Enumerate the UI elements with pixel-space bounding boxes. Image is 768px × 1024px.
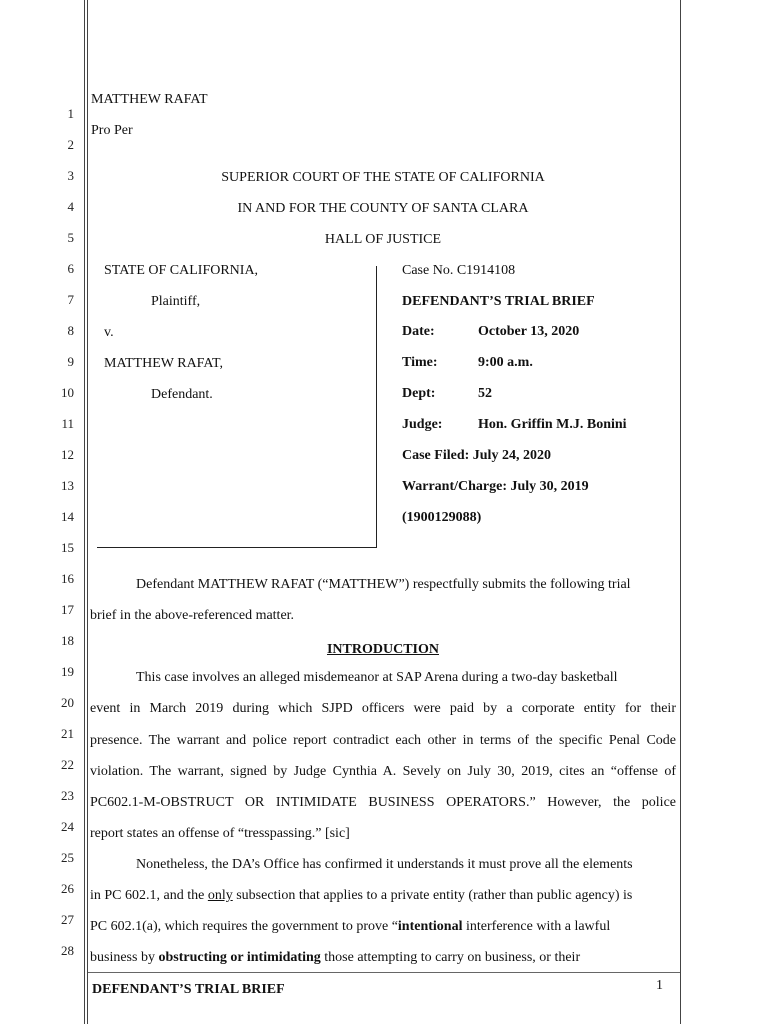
date-label: Date:	[402, 324, 435, 339]
footer-title: DEFENDANT’S TRIAL BRIEF	[92, 982, 285, 997]
attorney-name: MATTHEW RAFAT	[91, 92, 208, 107]
hearing-date	[402, 324, 579, 340]
dept-label: Dept:	[402, 386, 436, 401]
warrant-number: (1900129088)	[402, 510, 482, 525]
versus: v.	[104, 325, 114, 340]
heading-text: INTRODUCTION	[326, 642, 439, 657]
court-name: SUPERIOR COURT OF THE STATE OF CALIFORNIA	[221, 170, 545, 185]
defendant-role: Defendant.	[151, 387, 213, 402]
paragraph-line: presence. The warrant and police report contradict each other in terms of the specific Penal Code	[90, 733, 676, 748]
dept-value: 52	[478, 386, 492, 401]
paragraph-line: report states an offense of “tresspassing.” [sic]	[90, 826, 350, 841]
line-number: 3	[67, 168, 74, 183]
intro-paragraph-line: brief in the above-referenced matter.	[90, 608, 295, 623]
line-number: 4	[67, 199, 74, 214]
left-margin-rule-inner	[87, 0, 88, 1024]
line-number: 12	[61, 447, 74, 462]
caption-bottom-rule	[97, 547, 377, 548]
line-number: 2	[67, 137, 74, 152]
emphasis-intentional: intentional	[397, 919, 463, 934]
line-number: 20	[61, 695, 74, 710]
paragraph-line	[90, 888, 676, 904]
line-number: 23	[61, 788, 74, 803]
line-number: 14	[61, 509, 74, 524]
plaintiff-role: Plaintiff,	[151, 294, 201, 309]
text-run: interference with a lawful	[462, 919, 611, 934]
emphasis-obstructing: obstructing or intimidating	[158, 950, 321, 965]
line-number: 6	[67, 261, 74, 276]
line-number: 28	[61, 943, 74, 958]
page-number: 1	[656, 978, 663, 993]
line-number: 21	[61, 726, 74, 741]
paragraph-line: This case involves an alleged misdemeanor at SAP Arena during a two-day basketball	[136, 670, 618, 685]
text-run: business by	[90, 950, 159, 965]
judge	[402, 417, 627, 433]
line-number: 25	[61, 850, 74, 865]
case-filed: Case Filed: July 24, 2020	[402, 448, 551, 463]
intro-paragraph-line: Defendant MATTHEW RAFAT (“MATTHEW”) respectfully submits the following trial	[136, 577, 631, 592]
warrant-charge: Warrant/Charge: July 30, 2019	[402, 479, 589, 494]
paragraph-line: Nonetheless, the DA’s Office has confirmed it understands it must prove all the elements	[136, 857, 633, 872]
text-run: PC 602.1(a), which requires the government to prove “	[90, 919, 398, 934]
text-run: subsection that applies to a private entity (rather than public agency) is	[232, 888, 633, 903]
paragraph-line: event in March 2019 during which SJPD officers were paid by a corporate entity for their	[90, 701, 676, 716]
time-label: Time:	[402, 355, 438, 370]
line-number: 26	[61, 881, 74, 896]
line-number: 16	[61, 571, 74, 586]
department	[402, 386, 492, 402]
line-number: 15	[61, 540, 74, 555]
text-run: those attempting to carry on business, or their	[320, 950, 581, 965]
paragraph-line: PC602.1-M-OBSTRUCT OR INTIMIDATE BUSINESS OPERATORS.” However, the police	[90, 795, 676, 810]
time-value: 9:00 a.m.	[478, 355, 533, 370]
right-margin-rule	[680, 0, 681, 1024]
text-run: in PC 602.1, and the	[90, 888, 208, 903]
line-number: 8	[67, 323, 74, 338]
line-number: 13	[61, 478, 74, 493]
line-number: 24	[61, 819, 74, 834]
plaintiff-name: STATE OF CALIFORNIA,	[104, 263, 259, 278]
line-number: 19	[61, 664, 74, 679]
judge-label: Judge:	[402, 417, 443, 432]
line-number: 11	[61, 416, 74, 431]
paragraph-line: violation. The warrant, signed by Judge Cynthia A. Sevely on July 30, 2019, cites an “offense of	[90, 764, 676, 779]
left-margin-rule-outer	[84, 0, 85, 1024]
document-title: DEFENDANT’S TRIAL BRIEF	[402, 294, 595, 309]
attorney-role: Pro Per	[91, 123, 133, 138]
line-number: 10	[61, 385, 74, 400]
line-number: 17	[61, 602, 74, 617]
line-number: 18	[61, 633, 74, 648]
hearing-time	[402, 355, 533, 371]
line-number: 7	[67, 292, 74, 307]
case-number: Case No. C1914108	[402, 263, 516, 278]
line-number: 27	[61, 912, 74, 927]
emphasis-only: only	[207, 888, 233, 903]
court-location: HALL OF JUSTICE	[324, 232, 442, 247]
line-number: 5	[67, 230, 74, 245]
judge-value: Hon. Griffin M.J. Bonini	[478, 417, 627, 432]
paragraph-line	[90, 950, 676, 966]
section-heading-introduction	[90, 642, 676, 658]
date-value: October 13, 2020	[478, 324, 580, 339]
court-county: IN AND FOR THE COUNTY OF SANTA CLARA	[237, 201, 529, 216]
caption-divider	[376, 266, 377, 548]
footer-rule	[88, 972, 680, 973]
line-number: 1	[67, 106, 74, 121]
line-number: 9	[67, 354, 74, 369]
defendant-name: MATTHEW RAFAT,	[104, 356, 223, 371]
paragraph-line	[90, 919, 676, 935]
line-number: 22	[61, 757, 74, 772]
